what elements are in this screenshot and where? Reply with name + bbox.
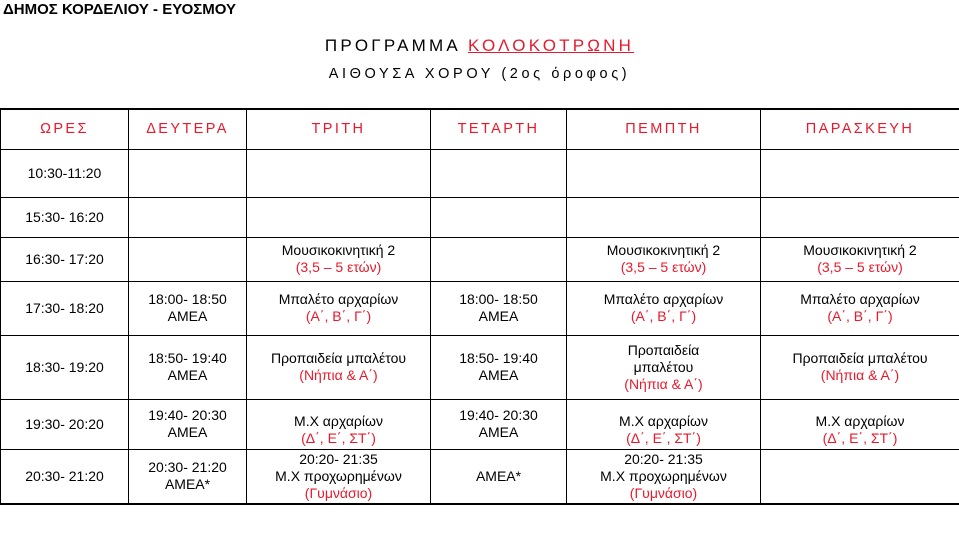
empty-cell — [761, 149, 959, 197]
empty-cell — [567, 197, 761, 237]
empty-cell — [247, 149, 431, 197]
class-cell — [247, 335, 431, 399]
empty-cell — [129, 149, 247, 197]
class-age-group: (3,5 – 5 ετών) — [817, 259, 903, 275]
class-name: Προπαιδεία μπαλέτου — [270, 350, 407, 366]
column-header-friday: ΠΑΡΑΣΚΕΥΗ — [761, 109, 959, 149]
class-name: Προπαιδεία — [627, 341, 700, 358]
class-cell — [761, 399, 959, 449]
hour-cell: 20:30- 21:20 — [1, 449, 129, 504]
class-cell — [567, 449, 761, 504]
table-row — [1, 281, 959, 335]
hour-cell: 10:30-11:20 — [1, 149, 129, 197]
class-time: 19:40- 20:30 — [459, 407, 538, 423]
table-row — [1, 399, 959, 449]
empty-cell — [761, 197, 959, 237]
empty-cell — [247, 197, 431, 237]
organization-name: ΔΗΜΟΣ ΚΟΡΔΕΛΙΟΥ - ΕΥΟΣΜΟΥ — [3, 1, 237, 18]
class-time: 18:50- 19:40 — [459, 350, 538, 366]
hour-cell: 18:30- 19:20 — [1, 335, 129, 399]
class-name: ΑΜΕΑ — [167, 308, 208, 324]
class-age-group: (3,5 – 5 ετών) — [295, 259, 382, 275]
class-name: Μουσικοκινητική 2 — [281, 242, 396, 258]
class-cell — [247, 399, 431, 449]
class-grades: (Δ΄, Ε΄, ΣΤ΄) — [301, 429, 376, 446]
class-cell — [761, 281, 959, 335]
title-prefix: ΠΡΟΓΡΑΜΜΑ — [324, 36, 461, 55]
column-header-monday: ΔΕΥΤΕΡΑ — [129, 109, 247, 149]
table-row — [1, 149, 959, 197]
class-name: Μουσικοκινητική 2 — [606, 242, 721, 258]
hour-cell: 17:30- 18:20 — [1, 281, 129, 335]
class-name: Προπαιδεία μπαλέτου — [792, 350, 928, 366]
class-grades: (Α΄, Β΄, Γ΄) — [630, 308, 697, 324]
table-row — [1, 237, 959, 281]
class-cell — [567, 399, 761, 449]
class-cell — [129, 335, 247, 399]
class-name: Μ.Χ αρχαρίων — [619, 412, 708, 429]
class-name: ΑΜΕΑ* — [475, 467, 522, 484]
class-name: ΑΜΕΑ — [167, 367, 208, 383]
class-name: Μπαλέτο αρχαρίων — [603, 291, 724, 307]
class-cell — [431, 335, 567, 399]
empty-cell — [431, 149, 567, 197]
column-header-tuesday: ΤΡΙΤΗ — [247, 109, 431, 149]
class-cell — [761, 237, 959, 281]
class-name: Μ.Χ αρχαρίων — [294, 412, 383, 429]
class-name: ΑΜΕΑ — [478, 308, 519, 324]
hour-cell: 19:30- 20:20 — [1, 399, 129, 449]
class-cell — [247, 237, 431, 281]
class-grades: (Α΄, Β΄, Γ΄) — [827, 308, 893, 324]
class-cell — [761, 335, 959, 399]
class-name: ΑΜΕΑ — [478, 424, 519, 440]
class-name: ΑΜΕΑ — [167, 424, 208, 440]
hour-cell: 16:30- 17:20 — [1, 237, 129, 281]
class-grades: (Γυμνάσιο) — [629, 484, 698, 501]
class-time: 20:30- 21:20 — [148, 459, 227, 476]
class-cell — [431, 281, 567, 335]
empty-cell — [761, 449, 959, 504]
class-cell — [431, 449, 567, 504]
table-row — [1, 449, 959, 504]
class-cell — [567, 237, 761, 281]
class-cell — [567, 335, 761, 399]
table-row — [1, 197, 959, 237]
class-name: ΑΜΕΑ* — [164, 476, 211, 493]
column-header-thursday: ΠΕΜΠΤΗ — [567, 109, 761, 149]
empty-cell — [129, 237, 247, 281]
class-name-cont: μπαλέτου — [633, 358, 694, 375]
class-name: Μπαλέτο αρχαρίων — [800, 291, 920, 307]
title-highlight: ΚΟΛΟΚΟΤΡΩΝΗ — [467, 36, 635, 55]
schedule-table — [0, 108, 959, 505]
class-grades: (Δ΄, Ε΄, ΣΤ΄) — [626, 429, 701, 446]
class-name: Μουσικοκινητική 2 — [803, 242, 917, 258]
class-cell — [247, 281, 431, 335]
class-grades: (Δ΄, Ε΄, ΣΤ΄) — [822, 429, 898, 446]
class-name: ΑΜΕΑ — [478, 367, 519, 383]
class-grades: (Νήπια & Α΄) — [624, 375, 703, 392]
class-time: 20:20- 21:35 — [299, 450, 378, 467]
empty-cell — [431, 197, 567, 237]
empty-cell — [129, 197, 247, 237]
class-cell — [129, 281, 247, 335]
class-cell — [129, 449, 247, 504]
hour-cell: 15:30- 16:20 — [1, 197, 129, 237]
class-time: 18:00- 18:50 — [459, 291, 538, 307]
class-name: Μ.Χ αρχαρίων — [815, 412, 905, 429]
class-cell — [431, 399, 567, 449]
empty-cell — [431, 237, 567, 281]
header-row — [1, 109, 959, 149]
table-row — [1, 335, 959, 399]
class-grades: (Α΄, Β΄, Γ΄) — [305, 308, 372, 324]
class-grades: (Νήπια & Α΄) — [299, 367, 378, 383]
class-name: Μ.Χ προχωρημένων — [600, 467, 727, 484]
class-name: Μ.Χ προχωρημένων — [275, 467, 402, 484]
class-grades: (Νήπια & Α΄) — [820, 367, 900, 383]
column-header-wednesday: ΤΕΤΑΡΤΗ — [431, 109, 567, 149]
page-subtitle: ΑΙΘΟΥΣΑ ΧΟΡΟΥ (2ος όροφος) — [328, 66, 631, 82]
class-time: 18:50- 19:40 — [148, 350, 227, 366]
page-title — [0, 36, 959, 56]
class-time: 18:00- 18:50 — [148, 291, 227, 307]
class-grades: (Γυμνάσιο) — [304, 484, 373, 501]
class-cell — [567, 281, 761, 335]
class-time: 20:20- 21:35 — [624, 450, 703, 467]
class-time: 19:40- 20:30 — [148, 407, 227, 423]
class-age-group: (3,5 – 5 ετών) — [620, 259, 707, 275]
class-cell — [247, 449, 431, 504]
class-name: Μπαλέτο αρχαρίων — [278, 291, 399, 307]
empty-cell — [567, 149, 761, 197]
column-header-hours: ΩΡΕΣ — [1, 109, 129, 149]
class-cell — [129, 399, 247, 449]
